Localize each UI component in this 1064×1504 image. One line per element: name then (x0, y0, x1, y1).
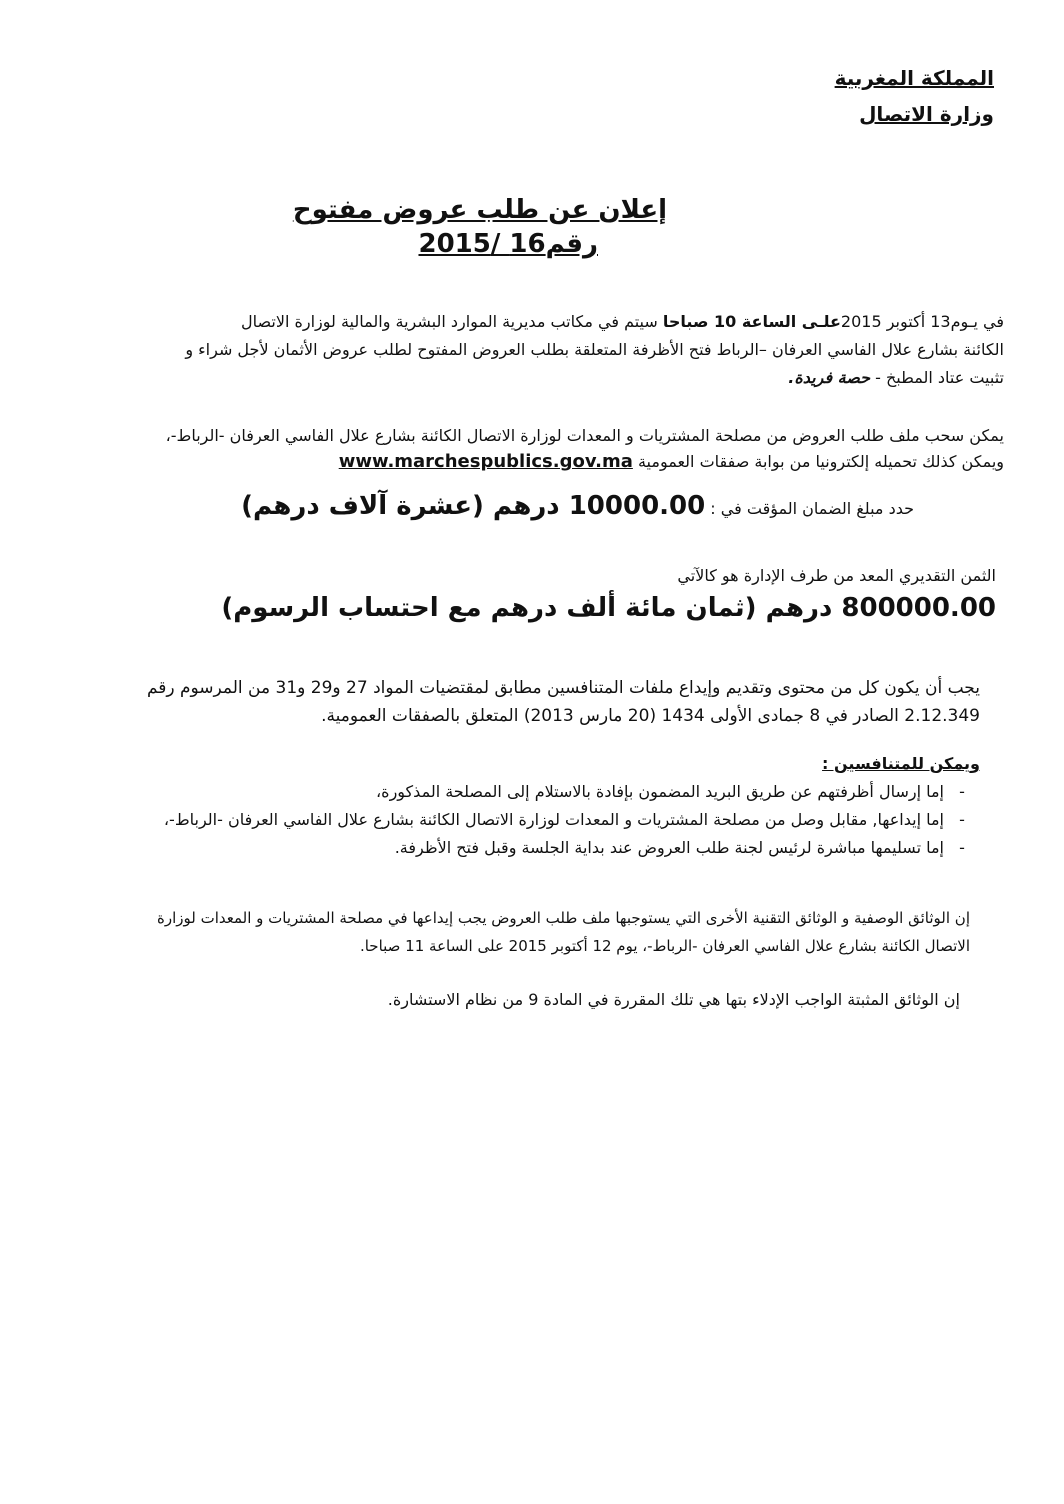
competitor-option-text: إما إرسال أظرفتهم عن طريق البريد المضمون بإفادة بالاستلام إلى المصلحة المذكورة، (376, 782, 944, 801)
competitor-option-1 (376, 780, 980, 804)
para1-lot: حصة فريدة. (788, 368, 870, 387)
para1-date: في يـوم13 أكتوبر 2015 (840, 312, 1004, 331)
bullet-dash: - (959, 782, 965, 801)
estimate-amount: 800000.00 درهم (ثمان مائة ألف درهم مع احتساب الرسوم) (221, 593, 996, 623)
competitor-option-3 (395, 836, 980, 860)
para1-line2: الكائنة بشارع علال الفاسي العرفان –الرباط فتح الأظرفة المتعلقة بطلب العروض المفتوح لطلب عروض الأثمان لأجل شراء و (185, 340, 1004, 359)
para4-line1: إن الوثائق الوصفية و الوثائق التقنية الأخرى التي يستوجبها ملف طلب العروض يجب إيداعها في مصلحة المشتريات و المعدات لوزارة (156, 909, 970, 927)
portal-link[interactable]: www.marchespublics.gov.ma (338, 451, 633, 472)
bullet-dash: - (959, 810, 965, 829)
para2-line1: يمكن سحب ملف طلب العروض من مصلحة المشتريات و المعدات لوزارة الاتصال الكائنة بشارع علال الفاسي العرفان -الرباط-، (165, 426, 1004, 445)
ministry-heading: وزارة الاتصال (859, 102, 994, 126)
para4-line2: الاتصال الكائنة بشارع علال الفاسي العرفان -الرباط-، يوم 12 أكتوبر 2015 على الساعة 11 صباحا. (359, 937, 970, 955)
competitor-option-2 (164, 808, 980, 832)
para3-line1: يجب أن يكون كل من محتوى وتقديم وإيداع ملفات المتنافسين مطابق لمقتضيات المواد 27 و29 و31 من المرسوم رقم (146, 678, 980, 698)
estimate-label: الثمن التقديري المعد من طرف الإدارة هو كالآتي (677, 566, 996, 585)
guarantee-label: حدد مبلغ الضمان المؤقت في : (705, 499, 914, 518)
bullet-dash: - (959, 838, 965, 857)
guarantee-amount: 10000.00 درهم (عشرة آلاف درهم) (241, 491, 706, 521)
guarantee-line (241, 490, 914, 525)
competitor-option-text: إما تسليمها مباشرة لرئيس لجنة طلب العروض عند بداية الجلسة وقبل فتح الأظرفة. (394, 838, 944, 857)
para3-line2: 2.12.349 الصادر في 8 جمادى الأولى 1434 (20 مارس 2013) المتعلق بالصفقات العمومية. (321, 706, 980, 726)
announcement-title: إعلان عن طلب عروض مفتوح (292, 195, 667, 225)
announcement-number: رقم16 /2015 (418, 229, 598, 259)
competitor-option-text: إما إيداعها, مقابل وصل من مصلحة المشتريات و المعدات لوزارة الاتصال الكائنة بشارع علال الفاسي العرفان -الرباط-، (163, 810, 944, 829)
para2-text: ويمكن كذلك تحميله إلكترونيا من بوابة صفقات العمومية (632, 452, 1004, 471)
para2-line2 (339, 450, 1004, 474)
para1-line3 (788, 366, 1004, 390)
para1-line1 (241, 310, 1004, 334)
para1-object: تثبيت عتاد المطبخ - (870, 368, 1004, 387)
para1-text: سيتم في مكاتب مديرية الموارد البشرية والمالية لوزارة الاتصال (240, 312, 663, 331)
competitors-heading: ويمكن للمتنافسين : (822, 754, 980, 773)
para1-time: علـى الساعة 10 صباحا (662, 312, 841, 331)
para5-line1: إن الوثائق المثبتة الواجب الإدلاء بتها هي تلك المقررة في المادة 9 من نظام الاستشارة. (387, 990, 960, 1009)
kingdom-heading: المملكة المغربية (834, 66, 994, 90)
